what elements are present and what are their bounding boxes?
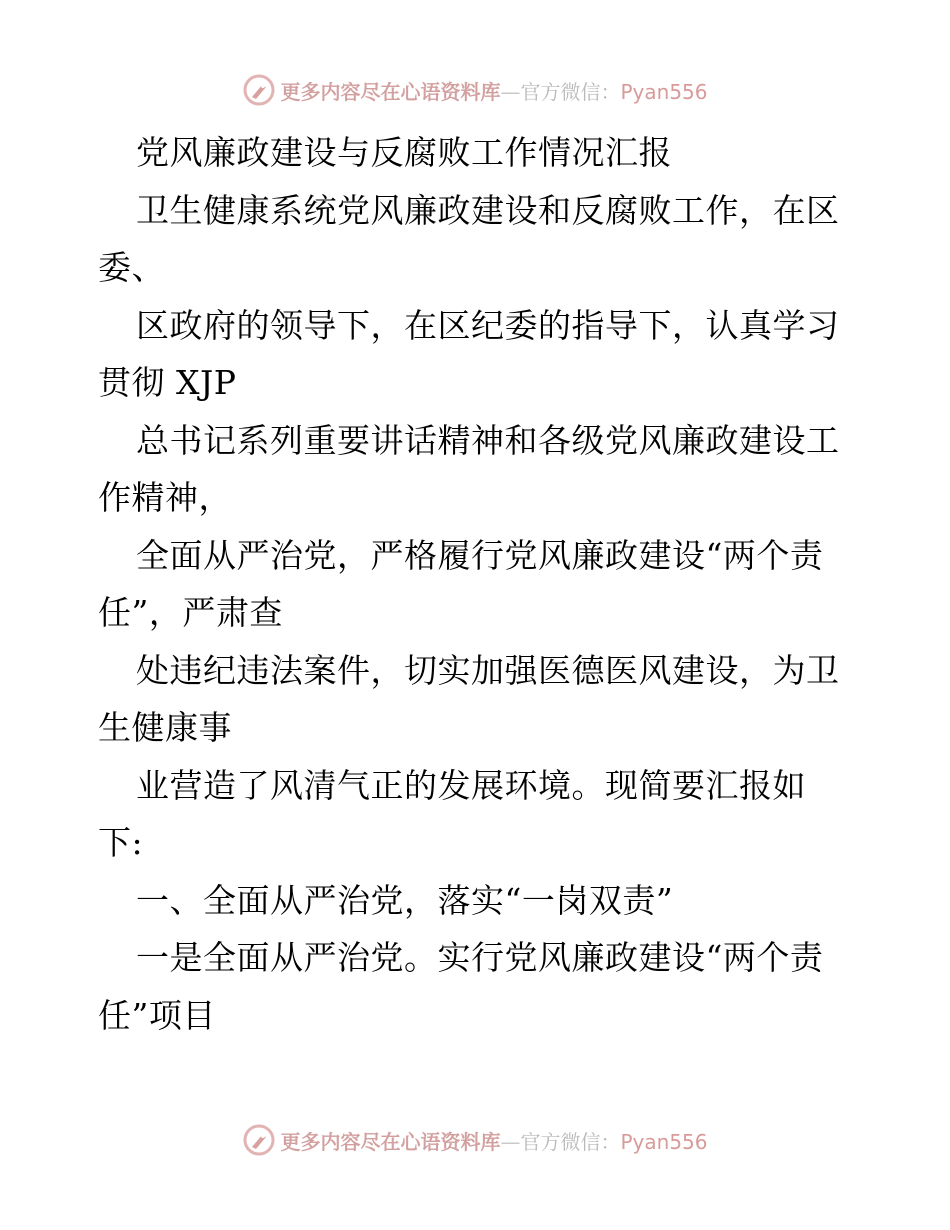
paragraph-line: 委、 (98, 248, 165, 287)
watermark-wechat-id: Pyan556 (620, 79, 708, 104)
watermark-separator: — (500, 79, 521, 104)
footer-watermark (0, 1120, 950, 1160)
watermark-wechat-label: 官方微信： (520, 79, 621, 104)
paragraph-line: 业营造了风清气正的发展环境。现简要汇报如 (136, 765, 806, 805)
paragraph-line: 一是全面从严治党。实行党风廉政建设“两个责 (136, 938, 824, 977)
watermark-wechat-id: Pyan556 (620, 1129, 708, 1154)
header-watermark (0, 70, 950, 110)
paragraph-line: 作精神， (98, 478, 232, 517)
fountain-pen-logo-icon (242, 73, 276, 107)
paragraph-line: 贯彻 XJP (98, 363, 237, 402)
watermark-wechat-label: 官方微信： (520, 1129, 621, 1154)
document-body (98, 124, 858, 1044)
paragraph-line: 任”，严肃查 (98, 593, 283, 632)
document-title: 党风廉政建设与反腐败工作情况汇报 (136, 133, 672, 172)
fountain-pen-logo-icon (242, 1123, 276, 1157)
watermark-brand: 更多内容尽在心语资料库 (280, 1129, 501, 1154)
watermark-separator: — (500, 1129, 521, 1154)
paragraph-line: 卫生健康系统党风廉政建设和反腐败工作，在区 (136, 190, 840, 230)
section-heading: 一、全面从严治党，落实“一岗双责” (136, 880, 674, 920)
paragraph-line: 任”项目 (98, 995, 216, 1035)
paragraph-line: 全面从严治党，严格履行党风廉政建设“两个责 (136, 535, 824, 575)
paragraph-line: 总书记系列重要讲话精神和各级党风廉政建设工 (136, 420, 840, 460)
paragraph-line: 下: (98, 823, 144, 862)
paragraph-line: 区政府的领导下，在区纪委的指导下，认真学习 (136, 305, 840, 345)
paragraph-line: 处违纪违法案件，切实加强医德医风建设，为卫 (136, 650, 840, 690)
paragraph-line: 生健康事 (98, 708, 232, 747)
watermark-brand: 更多内容尽在心语资料库 (280, 79, 501, 104)
